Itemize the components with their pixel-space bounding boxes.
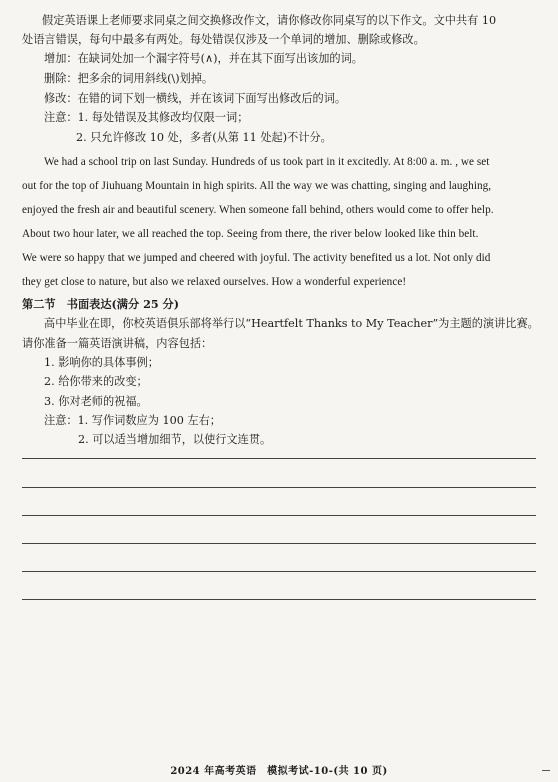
note-1: 注意：1. 每处错误及其修改均仅限一词； bbox=[44, 111, 249, 124]
prompt-line-2: 请你准备一篇英语演讲稿，内容包括： bbox=[22, 337, 213, 350]
passage-line-2: out for the top of Jiuhuang Mountain in high spirits. All the way we was chatting, singing and laughing, bbox=[22, 180, 492, 192]
point-2: 2. 给你带来的改变； bbox=[44, 375, 148, 388]
answer-line bbox=[22, 543, 536, 544]
answer-line bbox=[22, 515, 536, 516]
answer-line bbox=[22, 599, 536, 600]
rule-modify: 修改：在错的词下划一横线，并在该词下面写出修改后的词。 bbox=[44, 92, 347, 105]
writing-note-2: 2. 可以适当增加细节，以使行文连贯。 bbox=[78, 433, 272, 446]
note-2: 2. 只允许修改 10 处，多者(从第 11 处起)不计分。 bbox=[76, 131, 332, 144]
page-footer: 2024 年高考英语 模拟考试-10-(共 10 页) bbox=[170, 766, 388, 777]
passage-line-3: enjoyed the fresh air and beautiful scenery. When someone fall behind, others would come to offer help. bbox=[22, 204, 494, 216]
point-1: 1. 影响你的具体事例； bbox=[44, 356, 159, 369]
answer-line bbox=[22, 571, 536, 572]
passage-line-5: We were so happy that we jumped and cheered with joyful. The activity benefited us a lot. Not only did bbox=[22, 252, 491, 264]
rule-add: 增加：在缺词处加一个漏字符号(∧)，并在其下面写出该加的词。 bbox=[44, 52, 363, 65]
footer-mark bbox=[542, 770, 550, 771]
intro-line-1: 假定英语课上老师要求同桌之间交换修改作文，请你修改你同桌写的以下作文。文中共有 10 bbox=[42, 14, 497, 27]
writing-note-1: 注意：1. 写作词数应为 100 左右； bbox=[44, 414, 221, 427]
rule-delete: 删除：把多余的词用斜线(\)划掉。 bbox=[44, 72, 214, 85]
answer-line bbox=[22, 487, 536, 488]
passage-line-1: We had a school trip on last Sunday. Hundreds of us took part in it excitedly. At 8:00 a. m. , we set bbox=[44, 156, 490, 168]
section-title: 第二节 书面表达(满分 25 分) bbox=[22, 297, 180, 311]
prompt-line-1: 高中毕业在即，你校英语俱乐部将举行以“Heartfelt Thanks to My Teacher”为主题的演讲比赛。 bbox=[44, 317, 539, 330]
passage-line-4: About two hour later, we all reached the top. Seeing from there, the river below looked like thin belt. bbox=[22, 228, 479, 240]
answer-line bbox=[22, 458, 536, 459]
point-3: 3. 你对老师的祝福。 bbox=[44, 395, 148, 408]
intro-line-2: 处语言错误，每句中最多有两处。每处错误仅涉及一个单词的增加、删除或修改。 bbox=[22, 33, 425, 46]
passage-line-6: they get close to nature, but also we relaxed ourselves. How a wonderful experience! bbox=[22, 276, 407, 288]
